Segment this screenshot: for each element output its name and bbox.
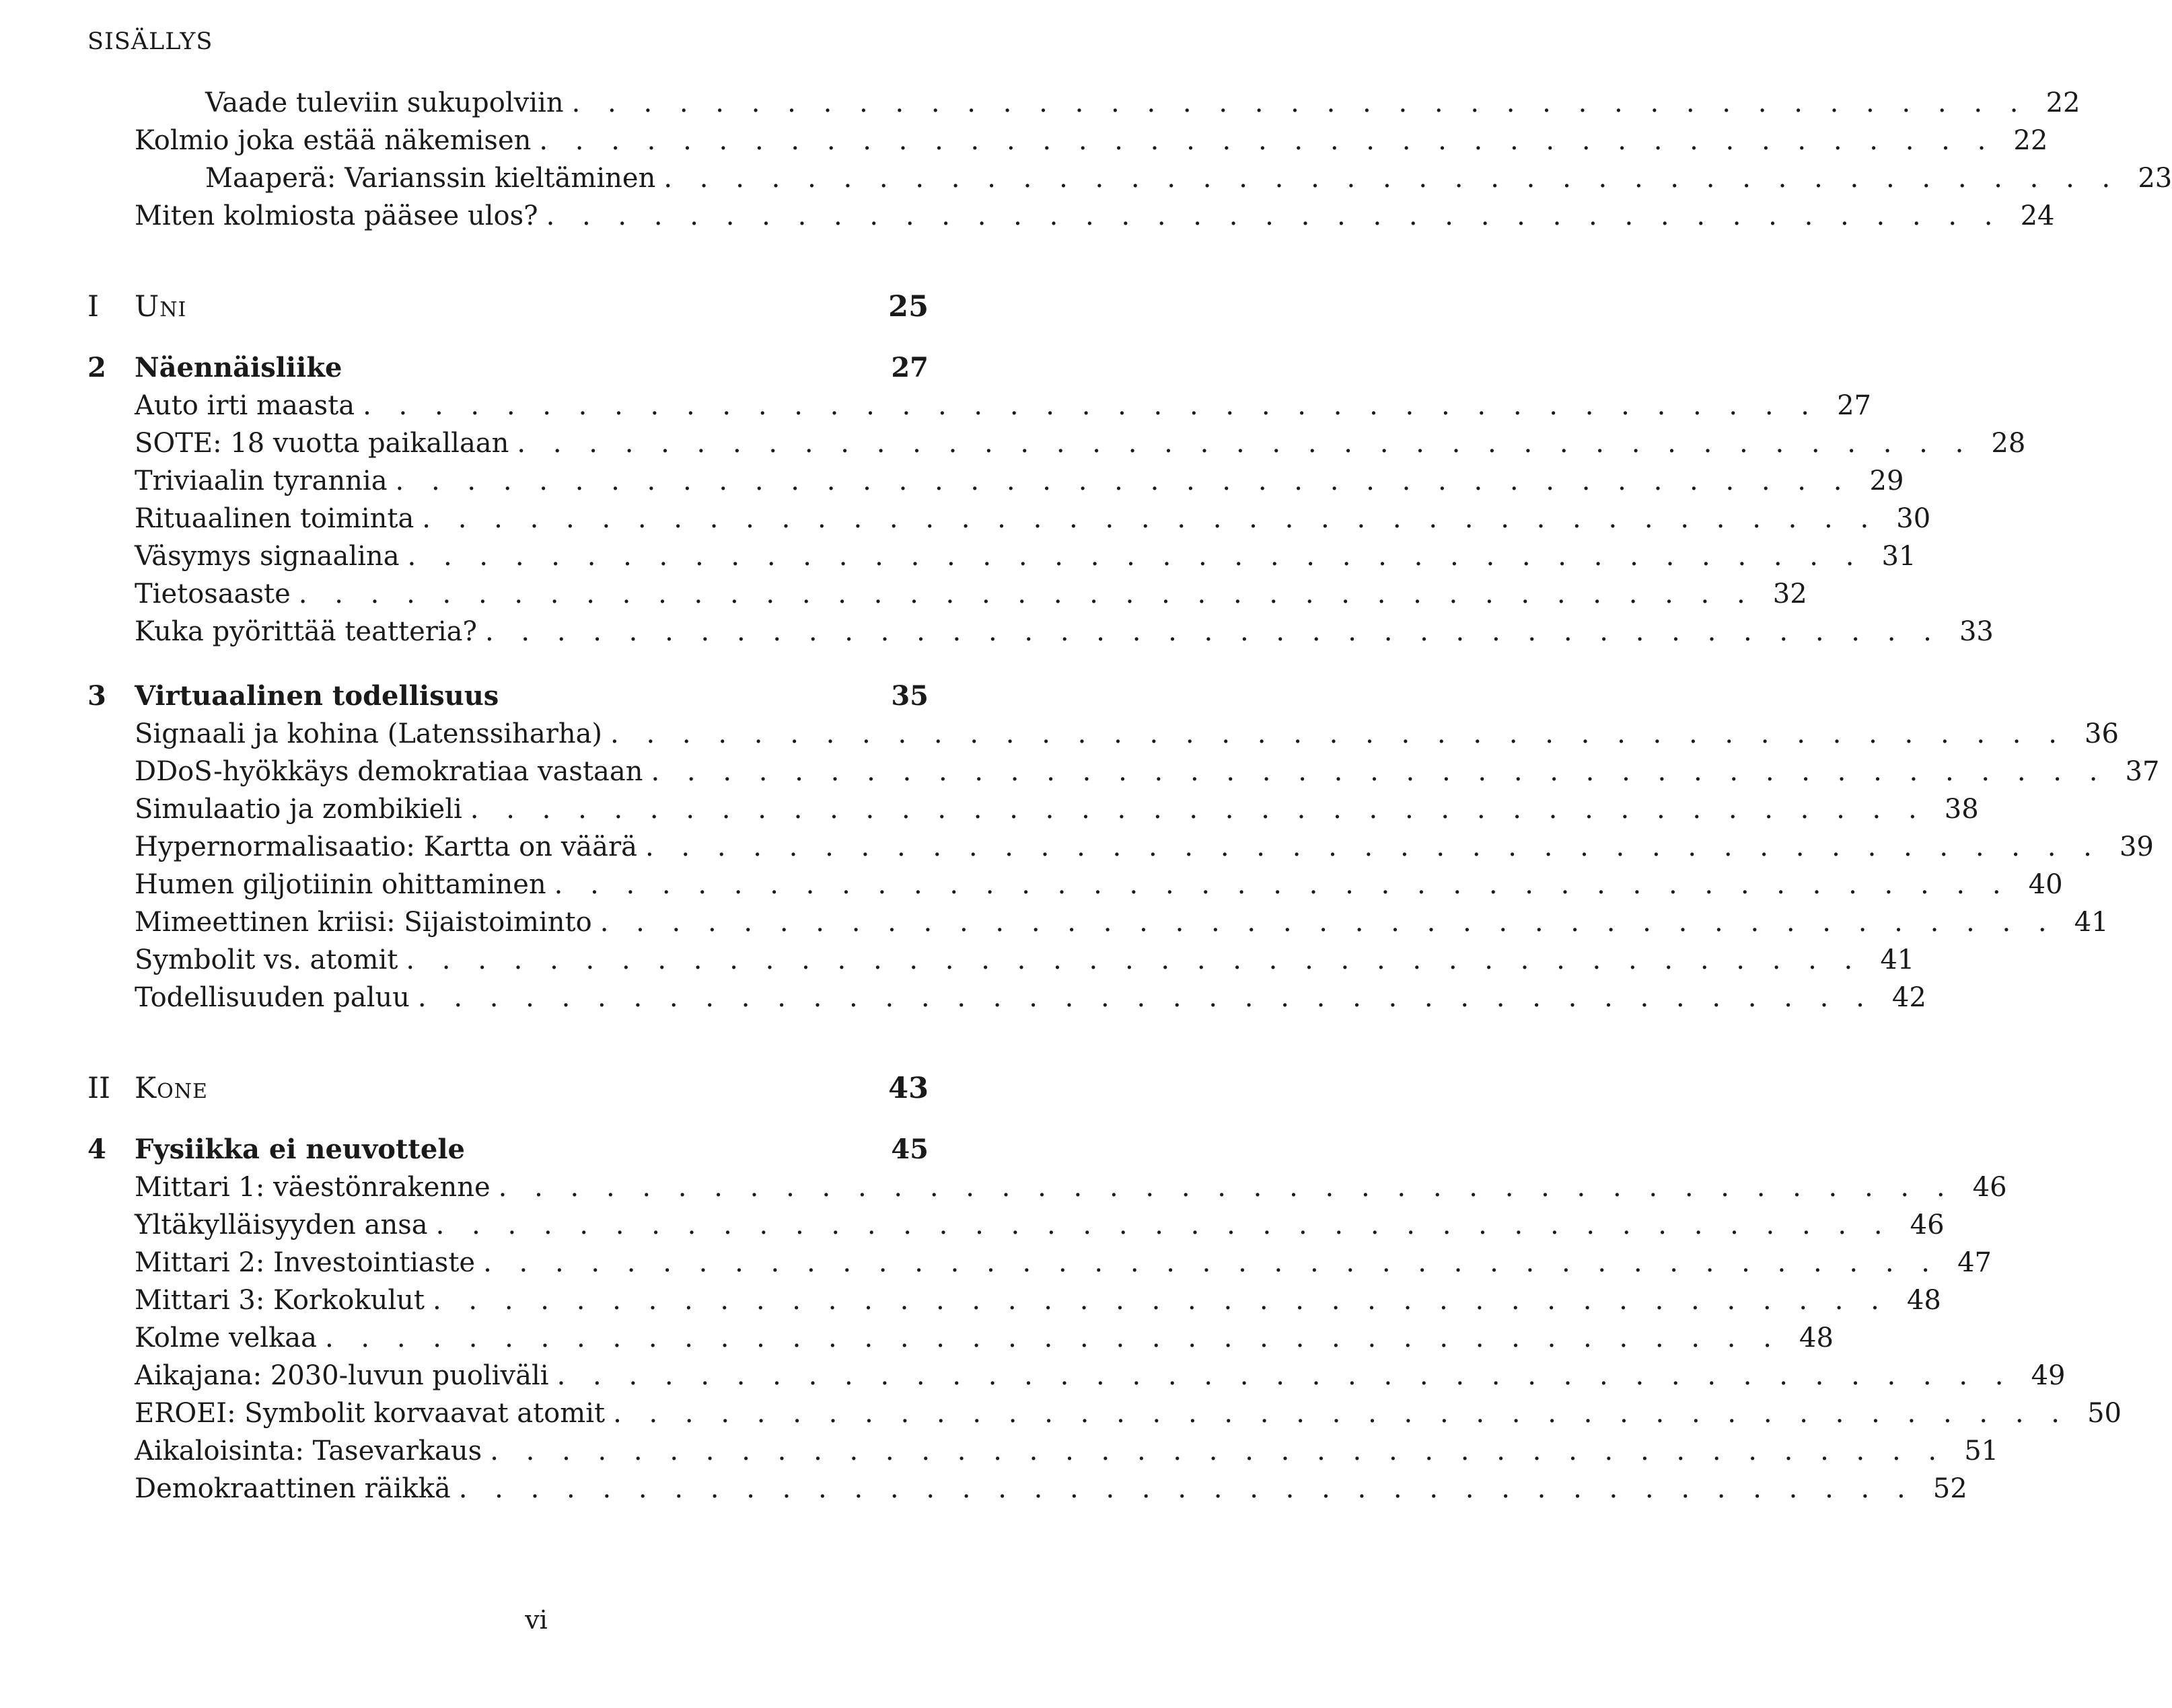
toc-entry-title: Mittari 1: väestönrakenne bbox=[135, 1172, 491, 1203]
dot-leader: . . . . . . . . . . . . . . . . . . . . . . . . . . . . . . . . . . . . . . . . . bbox=[645, 831, 2101, 862]
chapter-title: Fysiikka ei neuvottele bbox=[135, 1134, 465, 1165]
dot-leader: . . . . . . . . . . . . . . . . . . . . . . . . . . . . . . . . . . . . . . . . . bbox=[458, 1473, 1915, 1504]
toc-entry[interactable] bbox=[87, 159, 2172, 197]
chapter-number: 4 bbox=[87, 1134, 106, 1165]
toc-entry[interactable] bbox=[87, 866, 2063, 903]
dot-leader: . . . . . . . . . . . . . . . . . . . . . . . . . . . . . . . . . . . . . . . . . bbox=[651, 756, 2107, 787]
toc-entry-title: Simulaatio ja zombikieli bbox=[135, 794, 462, 825]
toc-entry-title: Rituaalinen toiminta bbox=[135, 503, 414, 534]
toc-entry-title: Auto irti maasta bbox=[135, 390, 355, 421]
dot-leader: . . . . . . . . . . . . . . . . . . . . . . . . . . . . . . . . . . . . . . . . . bbox=[484, 616, 1941, 647]
toc-entry[interactable] bbox=[87, 828, 2154, 866]
chapter-number: 2 bbox=[87, 352, 106, 383]
toc-entry-title: Triviaalin tyrannia bbox=[135, 466, 388, 496]
dot-leader: . . . . . . . . . . . . . . . . . . . . . . . . . . . . . . . . . . . . . . . . . bbox=[422, 503, 1879, 534]
toc-entry-title: Signaali ja kohina (Latenssiharha) bbox=[135, 718, 603, 749]
part-page: 25 bbox=[888, 290, 929, 324]
toc-entry-title: Mittari 2: Investointiaste bbox=[135, 1247, 476, 1278]
toc-entry-page: 48 bbox=[1906, 1285, 1941, 1316]
dot-leader: . . . . . . . . . . . . . . . . . . . . . . . . . . . . . . . . . . . . . . . . . bbox=[600, 907, 2056, 938]
toc-entry[interactable] bbox=[87, 790, 1979, 828]
dot-leader: . . . . . . . . . . . . . . . . . . . . . . . . . . . . . . . . . . . . . . . . . bbox=[546, 200, 2002, 231]
toc-entry[interactable] bbox=[87, 197, 2055, 235]
toc-entry-page: 46 bbox=[1972, 1172, 2007, 1203]
toc-entry-title: Aikaloisinta: Tasevarkaus bbox=[135, 1436, 482, 1466]
dot-leader: . . . . . . . . . . . . . . . . . . . . . . . . . . . . . . . . . . . . . . . . . bbox=[613, 1398, 2069, 1429]
dot-leader: . . . . . . . . . . . . . . . . . . . . . . . . . . . . . . . . . . . . . . . . . bbox=[483, 1247, 1939, 1278]
part-number: II bbox=[87, 1072, 110, 1105]
toc-entry-page: 50 bbox=[2087, 1398, 2122, 1429]
dot-leader: . . . . . . . . . . . . . . . . . . . . . . . . . . . . . . . . . . . . . . . . . bbox=[470, 794, 1926, 825]
toc-entry-title: Humen giljotiinin ohittaminen bbox=[135, 869, 546, 900]
toc-entry-title: Aikajana: 2030-luvun puoliväli bbox=[135, 1360, 549, 1391]
toc-entry-page: 36 bbox=[2085, 718, 2119, 749]
toc-entry-title: Demokraattinen räikkä bbox=[135, 1473, 451, 1504]
toc-entry-title: SOTE: 18 vuotta paikallaan bbox=[135, 428, 509, 459]
chapter-title: Virtuaalinen todellisuus bbox=[135, 680, 499, 712]
toc-entry-page: 38 bbox=[1944, 794, 1979, 825]
toc-entry[interactable] bbox=[87, 1432, 1999, 1470]
chapter-number: 3 bbox=[87, 680, 106, 712]
chapter-heading[interactable] bbox=[87, 349, 929, 387]
table-of-contents bbox=[87, 84, 2172, 1508]
part-title: Kone bbox=[135, 1072, 208, 1105]
toc-entry-page: 22 bbox=[2046, 87, 2080, 118]
toc-entry-title: Kolmio joka estää näkemisen bbox=[135, 125, 532, 156]
toc-entry-page: 41 bbox=[2074, 907, 2109, 938]
toc-entry[interactable] bbox=[87, 1395, 2122, 1432]
toc-entry-title: Vaade tuleviin sukupolviin bbox=[205, 87, 564, 118]
toc-entry[interactable] bbox=[87, 424, 2026, 462]
toc-entry-title: Hypernormalisaatio: Kartta on väärä bbox=[135, 831, 637, 862]
toc-entry[interactable] bbox=[87, 941, 1915, 979]
toc-entry-title: Miten kolmiosta pääsee ulos? bbox=[135, 200, 538, 231]
toc-entry-page: 47 bbox=[1957, 1247, 1992, 1278]
toc-entry-page: 31 bbox=[1881, 541, 1916, 572]
toc-entry[interactable] bbox=[87, 1470, 1967, 1508]
part-heading[interactable] bbox=[87, 1065, 929, 1112]
dot-leader: . . . . . . . . . . . . . . . . . . . . . . . . . . . . . . . . . . . . . . . . . bbox=[406, 944, 1862, 975]
dot-leader: . . . . . . . . . . . . . . . . . . . . . . . . . . . . . . . . . . . . . . . . . bbox=[432, 1285, 1889, 1316]
chapter-page: 35 bbox=[891, 680, 929, 712]
dot-leader: . . . . . . . . . . . . . . . . . . . . . . . . . . . . . . . . . . . . . . . . . bbox=[663, 163, 2120, 194]
part-number: I bbox=[87, 290, 99, 324]
dot-leader: . . . . . . . . . . . . . . . . . . . . . . . . . . . . . . . . . . . . . . . . . bbox=[556, 1360, 2013, 1391]
chapter-page: 45 bbox=[891, 1134, 929, 1165]
part-title: Uni bbox=[135, 290, 187, 324]
dot-leader: . . . . . . . . . . . . . . . . . . . . . . . . . . . . . . . . . . . . . . . . . bbox=[298, 579, 1755, 609]
toc-entry-page: 42 bbox=[1891, 982, 1926, 1013]
toc-entry[interactable] bbox=[87, 122, 2048, 159]
toc-entry-page: 29 bbox=[1869, 466, 1904, 496]
toc-entry-page: 22 bbox=[2013, 125, 2048, 156]
page-number: vi bbox=[525, 1605, 548, 1635]
dot-leader: . . . . . . . . . . . . . . . . . . . . . . . . . . . . . . . . . . . . . . . . . bbox=[395, 466, 1852, 496]
chapter-page: 27 bbox=[891, 352, 929, 383]
toc-entry[interactable] bbox=[87, 575, 1807, 613]
toc-entry-page: 51 bbox=[1964, 1436, 1999, 1466]
chapter-heading[interactable] bbox=[87, 677, 929, 715]
running-head: SISÄLLYS bbox=[87, 28, 213, 55]
chapter-heading[interactable] bbox=[87, 1131, 929, 1168]
toc-entry[interactable] bbox=[87, 1282, 1941, 1319]
dot-leader: . . . . . . . . . . . . . . . . . . . . . . . . . . . . . . . . . . . . . . . . . bbox=[498, 1172, 1955, 1203]
dot-leader: . . . . . . . . . . . . . . . . . . . . . . . . . . . . . . . . . . . . . . . . . bbox=[325, 1323, 1781, 1353]
toc-entry-title: EROEI: Symbolit korvaavat atomit bbox=[135, 1398, 606, 1429]
dot-leader: . . . . . . . . . . . . . . . . . . . . . . . . . . . . . . . . . . . . . . . . . bbox=[539, 125, 1996, 156]
part-page: 43 bbox=[888, 1072, 929, 1105]
toc-entry-title: Yltäkylläisyyden ansa bbox=[135, 1210, 428, 1240]
toc-entry[interactable] bbox=[87, 979, 1926, 1016]
toc-entry[interactable] bbox=[87, 1357, 2066, 1395]
dot-leader: . . . . . . . . . . . . . . . . . . . . . . . . . . . . . . . . . . . . . . . . . bbox=[490, 1436, 1947, 1466]
toc-entry[interactable] bbox=[87, 387, 1871, 424]
toc-entry-page: 23 bbox=[2138, 163, 2172, 194]
toc-entry-page: 24 bbox=[2020, 200, 2055, 231]
toc-entry-page: 40 bbox=[2028, 869, 2063, 900]
toc-entry[interactable] bbox=[87, 462, 1904, 500]
dot-leader: . . . . . . . . . . . . . . . . . . . . . . . . . . . . . . . . . . . . . . . . . bbox=[407, 541, 1864, 572]
toc-entry-title: Todellisuuden paluu bbox=[135, 982, 410, 1013]
toc-entry-title: Väsymys signaalina bbox=[135, 541, 400, 572]
toc-entry[interactable] bbox=[87, 1319, 1834, 1357]
dot-leader: . . . . . . . . . . . . . . . . . . . . . . . . . . . . . . . . . . . . . . . . . bbox=[435, 1210, 1892, 1240]
toc-entry[interactable] bbox=[87, 903, 2109, 941]
toc-entry-title: Tietosaaste bbox=[135, 579, 291, 609]
part-heading[interactable] bbox=[87, 283, 929, 330]
dot-leader: . . . . . . . . . . . . . . . . . . . . . . . . . . . . . . . . . . . . . . . . . bbox=[363, 390, 1819, 421]
toc-entry-title: DDoS-hyökkäys demokratiaa vastaan bbox=[135, 756, 643, 787]
toc-entry-page: 49 bbox=[2031, 1360, 2066, 1391]
toc-entry-page: 27 bbox=[1837, 390, 1871, 421]
toc-entry-title: Symbolit vs. atomit bbox=[135, 944, 398, 975]
dot-leader: . . . . . . . . . . . . . . . . . . . . . . . . . . . . . . . . . . . . . . . . . bbox=[571, 87, 2028, 118]
toc-entry-page: 32 bbox=[1772, 579, 1807, 609]
toc-entry-page: 41 bbox=[1880, 944, 1915, 975]
toc-entry-title: Mimeettinen kriisi: Sijaistoiminto bbox=[135, 907, 592, 938]
toc-entry-title: Mittari 3: Korkokulut bbox=[135, 1285, 425, 1316]
toc-entry[interactable] bbox=[87, 1244, 1992, 1282]
toc-entry[interactable] bbox=[87, 715, 2119, 753]
toc-entry-page: 33 bbox=[1959, 616, 1994, 647]
toc-entry[interactable] bbox=[87, 537, 1916, 575]
toc-entry-page: 48 bbox=[1799, 1323, 1834, 1353]
toc-entry[interactable] bbox=[87, 1168, 2007, 1206]
toc-entry-page: 30 bbox=[1896, 503, 1931, 534]
toc-entry[interactable] bbox=[87, 84, 2080, 122]
toc-entry[interactable] bbox=[87, 1206, 1945, 1244]
toc-entry-page: 37 bbox=[2125, 756, 2160, 787]
toc-entry-page: 46 bbox=[1910, 1210, 1945, 1240]
dot-leader: . . . . . . . . . . . . . . . . . . . . . . . . . . . . . . . . . . . . . . . . . bbox=[610, 718, 2066, 749]
dot-leader: . . . . . . . . . . . . . . . . . . . . . . . . . . . . . . . . . . . . . . . . . bbox=[517, 428, 1974, 459]
dot-leader: . . . . . . . . . . . . . . . . . . . . . . . . . . . . . . . . . . . . . . . . . bbox=[417, 982, 1874, 1013]
toc-entry-title: Kolme velkaa bbox=[135, 1323, 317, 1353]
toc-entry-title: Maaperä: Varianssin kieltäminen bbox=[205, 163, 656, 194]
toc-entry-page: 52 bbox=[1932, 1473, 1967, 1504]
toc-entry-page: 39 bbox=[2119, 831, 2154, 862]
toc-entry[interactable] bbox=[87, 753, 2160, 790]
toc-entry[interactable] bbox=[87, 613, 1994, 651]
dot-leader: . . . . . . . . . . . . . . . . . . . . . . . . . . . . . . . . . . . . . . . . . bbox=[554, 869, 2011, 900]
toc-entry-title: Kuka pyörittää teatteria? bbox=[135, 616, 477, 647]
chapter-title: Näennäisliike bbox=[135, 352, 342, 383]
toc-entry-page: 28 bbox=[1991, 428, 2026, 459]
toc-entry[interactable] bbox=[87, 500, 1931, 537]
